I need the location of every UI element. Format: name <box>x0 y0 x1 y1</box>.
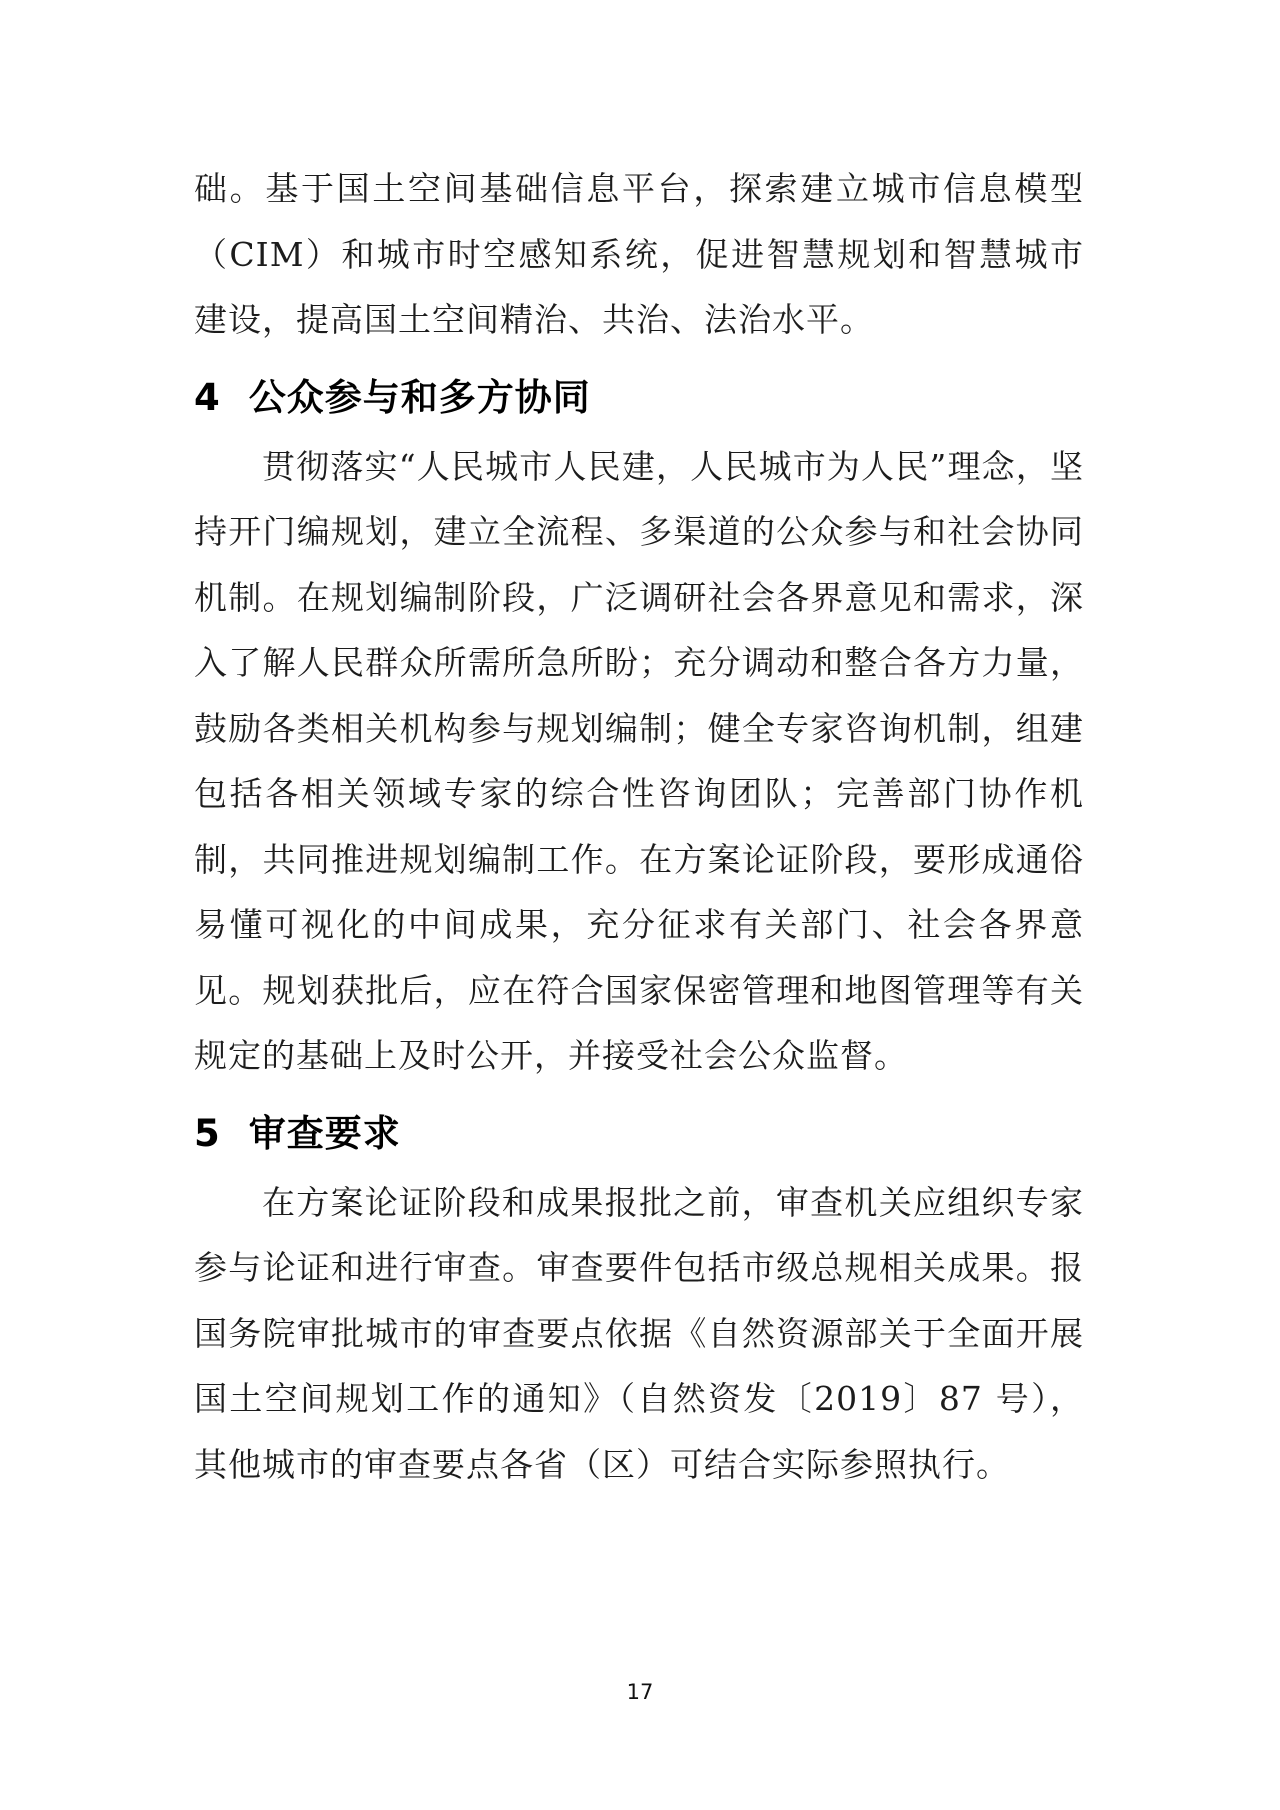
page-content <box>194 156 1084 1497</box>
continuation-paragraph: 础。基于国土空间基础信息平台，探索建立城市信息模型（CIM）和城市时空感知系统，促进智慧规划和智慧城市建设，提高国土空间精治、共治、法治水平。 <box>194 169 1084 339</box>
section-5-number: 5 <box>194 1111 221 1155</box>
section-4-paragraph: 贯彻落实“人民城市人民建，人民城市为人民”理念，坚持开门编规划，建立全流程、多渠道的公众参与和社会协同机制。在规划编制阶段，广泛调研社会各界意见和需求，深入了解人民群众所需所急所盼；充分调动和整合各方力量，鼓励各类相关机构参与规划编制；健全专家咨询机制，组建包括各相关领域专家的综合性咨询团队；完善部门协作机制，共同推进规划编制工作。在方案论证阶段，要形成通俗易懂可视化的中间成果，充分征求有关部门、社会各界意见。规划获批后，应在符合国家保密管理和地图管理等有关规定的基础上及时公开，并接受社会公众监督。 <box>194 446 1084 1075</box>
section-5-title: 审查要求 <box>248 1111 401 1155</box>
section-5-paragraph: 在方案论证阶段和成果报批之前，审查机关应组织专家参与论证和进行审查。审查要件包括市级总规相关成果。报国务院审批城市的审查要点依据《自然资源部关于全面开展国土空间规划工作的通知》（自然资发〔2019〕87 号），其他城市的审查要点各省（区）可结合实际参照执行。 <box>194 1182 1084 1484</box>
page-number: 17 <box>626 1680 654 1704</box>
section-4-title: 公众参与和多方协同 <box>248 375 591 419</box>
section-4-heading <box>194 362 1084 434</box>
section-5-heading <box>194 1098 1084 1170</box>
section-4-number: 4 <box>194 375 221 419</box>
